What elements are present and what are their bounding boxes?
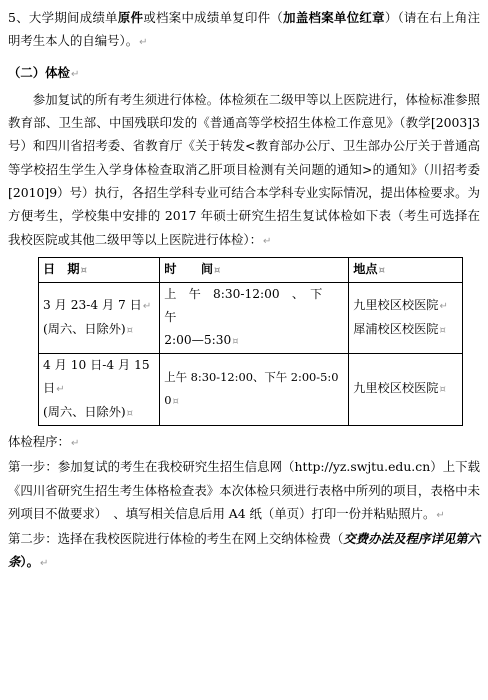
paragraph-mark-icon: ↵ xyxy=(39,558,49,570)
exam-schedule-table xyxy=(38,257,463,426)
paragraph-mark-icon: ↵ xyxy=(439,300,448,312)
paragraph-mark-icon: ↵ xyxy=(436,509,445,521)
cell-time-2: 上午 8:30-12:00、下午 2:00-5:00¤ xyxy=(160,353,349,425)
paragraph-exam-intro: 参加复试的所有考生须进行体检。体检须在二级甲等以上医院进行，体检标准参照教育部、卫生部、中国残联印发的《普通高等学校招生体检工作意见》（教学[2003]3 号）和四川省招考委、省教育厅《关于转发<教育部办公厅、卫生部办公厅关于普通高等学校招生学生入学身体检查取消乙肝项目检测有关问题的通知>的通知》（川招考委[2010]9）号）执行，各招生学科专业可结合本学科专业实际情况，提出体检要求。为方便考生，学校集中安排的 2017 年硕士研究生招生复试体检如下表（考生可选择在我校医院或其他二级甲等以上医院进行体检）：↵ xyxy=(8,91,480,247)
table-row xyxy=(39,282,463,353)
paragraph-mark-icon: ↵ xyxy=(139,37,148,49)
paragraph-mark-icon: ↵ xyxy=(70,68,80,80)
cell-mark-icon: ¤ xyxy=(439,384,446,396)
cell-mark-icon: ¤ xyxy=(126,324,134,336)
cell-mark-icon: ¤ xyxy=(172,395,179,407)
section-heading: （二）体检↵ xyxy=(8,64,80,80)
cell-date-2: 4 月 10 日-4 月 15 日↵ (周六、日除外)¤ xyxy=(39,353,160,425)
paragraph-mark-icon: ↵ xyxy=(70,437,80,449)
cell-date-1: 3 月 23-4 月 7 日↵ (周六、日除外)¤ xyxy=(39,282,160,353)
cell-mark-icon: ¤ xyxy=(80,264,87,276)
cell-mark-icon: ¤ xyxy=(232,335,239,347)
cell-time-1: 上 午 8:30-12:00 、 下 午 2:00—5:30¤ xyxy=(160,282,349,353)
paragraph-mark-icon: ↵ xyxy=(263,235,272,247)
cell-mark-icon: ¤ xyxy=(214,264,221,276)
procedure-title: 体检程序：↵ xyxy=(8,433,80,449)
cell-mark-icon: ¤ xyxy=(439,324,446,336)
item-5: 5、大学期间成绩单原件或档案中成绩单复印件（加盖档案单位红章）（请在右上角注明考生本人的自编号）。↵ xyxy=(8,10,480,49)
table-header-row xyxy=(39,257,463,282)
procedure-step-2: 第二步：选择在我校医院进行体检的考生在网上交纳体检费（交费办法及程序详见第六条）。↵ xyxy=(8,531,480,570)
cell-mark-icon: ¤ xyxy=(378,264,385,276)
cell-mark-icon: ¤ xyxy=(126,407,134,419)
cell-location-1: 九里校区校医院↵ 犀浦校区校医院¤ xyxy=(349,282,463,353)
header-location: 地点¤ xyxy=(349,257,463,282)
paragraph-mark-icon: ↵ xyxy=(56,383,65,395)
procedure-step-1: 第一步：参加复试的考生在我校研究生招生信息网（http://yz.swjtu.edu.cn）上下载《四川省研究生招生考生体格检查表》本次体检只须进行表格中所列的项目，表格中未列项目不做要求） 、填写相关信息后用 A4 纸（单页）打印一份并粘贴照片。↵ xyxy=(8,459,480,521)
cell-location-2: 九里校区校医院¤ xyxy=(349,353,463,425)
header-date: 日 期¤ xyxy=(39,257,160,282)
paragraph-mark-icon: ↵ xyxy=(142,300,152,312)
header-time: 时 间¤ xyxy=(160,257,349,282)
table-row xyxy=(39,353,463,425)
